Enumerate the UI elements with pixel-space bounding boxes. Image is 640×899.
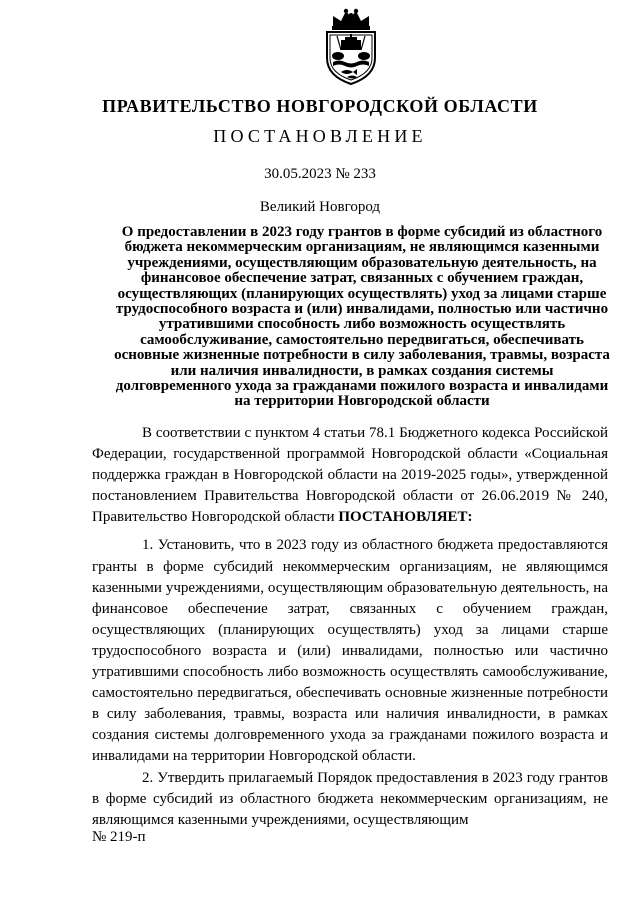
preamble-paragraph: [92, 423, 608, 528]
date-and-number: 30.05.2023 № 233: [264, 166, 376, 182]
item-1-paragraph: 1. Установить, что в 2023 году из областного бюджета предоставляются гранты в форме субсидий некоммерческим организациям, не являющимся казенными учреждениями, осуществляющим образовательную деятельность, на финансовое обеспечение затрат, связанных с обучением граждан, осуществляющих (планирующих осуществлять) уход за лицами старше трудоспособного возраста и (или) инвалидами, полностью или частично утратившими способность либо возможность осуществлять самообслуживание, самостоятельно передвигаться, обеспечивать основные жизненные потребности в силу заболевания, травмы, возраста или наличия инвалидности, в рамках создания системы долговременного ухода за гражданами пожилого возраста и инвалидами на территории Новгородской области.: [92, 537, 608, 765]
preamble-text: В соответствии с пунктом 4 статьи 78.1 Бюджетного кодекса Российской Федерации, государственной программой Новгородской области «Социальная поддержка граждан в Новгородской области на 2019-2025 годы», утвержденной постановлением Правительства Новгородской области от 26.06.2019 № 240, Правительство Новгородской области: [92, 425, 608, 526]
novgorod-coat-of-arms-icon: [319, 6, 383, 86]
document-code: № 219-п: [92, 829, 146, 845]
document-body: [92, 423, 608, 831]
item-2-paragraph: 2. Утвердить прилагаемый Порядок предоставления в 2023 году грантов в форме субсидий из областного бюджета некоммерческим организациям, не являющимся казенными учреждениями, осуществляющим: [92, 769, 608, 828]
resolves-keyword: ПОСТАНОВЛЯЕТ:: [338, 509, 473, 526]
city: Великий Новгород: [259, 199, 381, 215]
government-name: ПРАВИТЕЛЬСТВО НОВГОРОДСКОЙ ОБЛАСТИ: [102, 96, 538, 116]
document-title: О предоставлении в 2023 году грантов в форме субсидий из областного бюджета некоммерческим организациям, не являющимся казенными учреждениями, осуществляющим образовательную деятельность, на финансовое обеспечение затрат, связанных с обучением граждан, осуществляющих (планирующих осуществлять) уход за лицами старше трудоспособного возраста и (или) инвалидами, полностью или частично утратившими способность либо возможность осуществлять самообслуживание, самостоятельно передвигаться, обеспечивать основные жизненные потребности в силу заболевания, травмы, возраста или наличия инвалидности, в рамках создания системы долговременного ухода за гражданами пожилого возраста и инвалидами на территории Новгородской области: [114, 224, 610, 410]
document-type: ПОСТАНОВЛЕНИЕ: [213, 126, 427, 146]
